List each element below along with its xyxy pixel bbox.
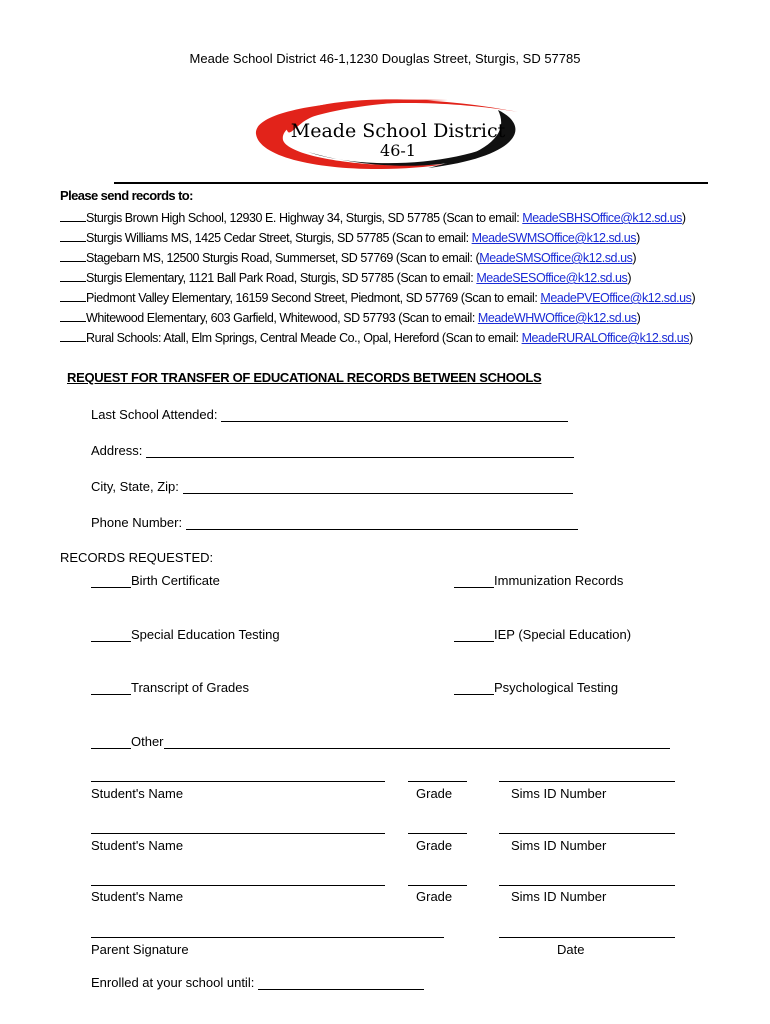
sims-line-2[interactable] <box>499 833 675 834</box>
checkbox-blank[interactable] <box>60 250 86 262</box>
checkbox-blank[interactable] <box>91 628 131 642</box>
school-option-whw[interactable]: Whitewood Elementary, 603 Garfield, Whitewood, SD 57793 (Scan to email: MeadeWHWOffice@k12.sd.us) <box>60 310 640 325</box>
checkbox-blank[interactable] <box>60 310 86 322</box>
record-special-ed[interactable]: Special Education Testing <box>91 627 280 642</box>
sims-line-1[interactable] <box>499 781 675 782</box>
grade-line-2[interactable] <box>408 833 467 834</box>
header-divider <box>114 182 708 184</box>
checkbox-blank[interactable] <box>454 681 494 695</box>
email-link[interactable]: MeadeWHWOffice@k12.sd.us <box>477 311 637 325</box>
logo-text-line1: Meade School District <box>290 120 506 142</box>
sims-id-label: Sims ID Number <box>511 889 607 904</box>
checkbox-blank[interactable] <box>91 681 131 695</box>
student-name-label: Student's Name <box>91 889 184 904</box>
date-label: Date <box>557 942 585 957</box>
records-requested-title: RECORDS REQUESTED: <box>60 550 214 565</box>
record-other[interactable]: Other <box>91 734 670 749</box>
student-name-line-1[interactable] <box>91 781 385 782</box>
address-line[interactable] <box>146 444 574 458</box>
city-state-zip-line[interactable] <box>183 480 573 494</box>
grade-line-3[interactable] <box>408 885 467 886</box>
enrolled-until-line[interactable] <box>258 976 424 990</box>
grade-label: Grade <box>416 786 453 801</box>
school-option-pve[interactable]: Piedmont Valley Elementary, 16159 Second Street, Piedmont, SD 57769 (Scan to email: MeadePVEOffice@k12.sd.us) <box>60 290 695 305</box>
checkbox-blank[interactable] <box>60 270 86 282</box>
district-logo <box>248 92 528 172</box>
email-link[interactable]: MeadeSWMSOffice@k12.sd.us <box>471 231 637 245</box>
record-transcript[interactable]: Transcript of Grades <box>91 680 249 695</box>
email-link[interactable]: MeadeSBHSOffice@k12.sd.us <box>522 211 682 225</box>
logo-text-line2: 46-1 <box>380 141 416 160</box>
grade-label: Grade <box>416 838 453 853</box>
student-name-label: Student's Name <box>91 838 184 853</box>
parent-signature-line[interactable] <box>91 937 444 938</box>
district-address: Meade School District 46-1,1230 Douglas Street, Sturgis, SD 57785 <box>189 51 581 66</box>
email-link[interactable]: MeadeSESOffice@k12.sd.us <box>476 271 628 285</box>
school-option-sms[interactable]: Stagebarn MS, 12500 Sturgis Road, Summerset, SD 57769 (Scan to email: (MeadeSMSOffice@k12.sd.us) <box>60 250 636 265</box>
record-psychological[interactable]: Psychological Testing <box>454 680 618 695</box>
other-line[interactable] <box>164 735 670 749</box>
grade-line-1[interactable] <box>408 781 467 782</box>
phone-field[interactable]: Phone Number: <box>91 515 578 530</box>
city-state-zip-field[interactable]: City, State, Zip: <box>91 479 573 494</box>
checkbox-blank[interactable] <box>91 574 131 588</box>
school-option-swms[interactable]: Sturgis Williams MS, 1425 Cedar Street, Sturgis, SD 57785 (Scan to email: MeadeSWMSOffice@k12.sd.us) <box>60 230 640 245</box>
sims-id-label: Sims ID Number <box>511 786 607 801</box>
checkbox-blank[interactable] <box>60 210 86 222</box>
checkbox-blank[interactable] <box>60 290 86 302</box>
student-name-line-3[interactable] <box>91 885 385 886</box>
student-name-line-2[interactable] <box>91 833 385 834</box>
checkbox-blank[interactable] <box>60 330 86 342</box>
send-records-title: Please send records to: <box>60 188 193 203</box>
school-option-rural[interactable]: Rural Schools: Atall, Elm Springs, Central Meade Co., Opal, Hereford (Scan to email: MeadeRURALOffice@k12.sd.us) <box>60 330 693 345</box>
sims-line-3[interactable] <box>499 885 675 886</box>
checkbox-blank[interactable] <box>60 230 86 242</box>
checkbox-blank[interactable] <box>454 628 494 642</box>
email-link[interactable]: MeadeRURALOffice@k12.sd.us <box>521 331 690 345</box>
last-school-line[interactable] <box>221 408 568 422</box>
address-field[interactable]: Address: <box>91 443 574 458</box>
checkbox-blank[interactable] <box>91 735 131 749</box>
record-iep[interactable]: IEP (Special Education) <box>454 627 631 642</box>
school-option-ses[interactable]: Sturgis Elementary, 1121 Ball Park Road, Sturgis, SD 57785 (Scan to email: MeadeSESOffice@k12.sd.us) <box>60 270 631 285</box>
student-name-label: Student's Name <box>91 786 184 801</box>
parent-signature-label: Parent Signature <box>91 942 189 957</box>
last-school-field[interactable]: Last School Attended: <box>91 407 568 422</box>
email-link[interactable]: MeadeSMSOffice@k12.sd.us <box>479 251 633 265</box>
date-line[interactable] <box>499 937 675 938</box>
record-immunization[interactable]: Immunization Records <box>454 573 623 588</box>
form-title: REQUEST FOR TRANSFER OF EDUCATIONAL RECORDS BETWEEN SCHOOLS <box>67 370 542 385</box>
phone-line[interactable] <box>186 516 578 530</box>
sims-id-label: Sims ID Number <box>511 838 607 853</box>
email-link[interactable]: MeadePVEOffice@k12.sd.us <box>540 291 692 305</box>
school-option-sbhs[interactable]: Sturgis Brown High School, 12930 E. Highway 34, Sturgis, SD 57785 (Scan to email: MeadeSBHSOffice@k12.sd.us) <box>60 210 686 225</box>
grade-label: Grade <box>416 889 453 904</box>
enrolled-until-field[interactable]: Enrolled at your school until: <box>91 975 424 990</box>
record-birth-certificate[interactable]: Birth Certificate <box>91 573 220 588</box>
checkbox-blank[interactable] <box>454 574 494 588</box>
